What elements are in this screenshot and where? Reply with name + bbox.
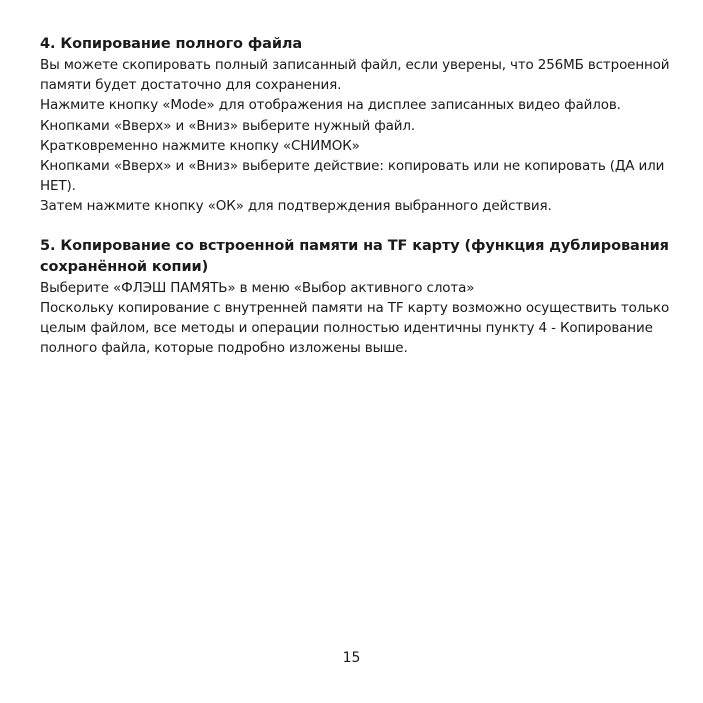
section-title: 4. Копирование полного файла	[40, 36, 303, 52]
paragraph: Затем нажмите кнопку «ОК» для подтверждения выбранного действия.	[40, 198, 552, 215]
paragraph: Выберите «ФЛЭШ ПАМЯТЬ» в меню «Выбор активного слота»	[40, 279, 475, 296]
page-number: 15	[342, 650, 361, 666]
paragraph: Поскольку копирование с внутренней памяти на TF карту возможно осуществить только целым файлом, все методы и операции полностью идентичны пункту 4 - Копирование полного файла, которые подробно изложены выше.	[40, 299, 670, 357]
section-title: 5. Копирование со встроенной памяти на TF карту (функция дублирования сохранённой копии)	[40, 237, 669, 275]
section-5	[40, 236, 670, 359]
paragraph: Кратковременно нажмите кнопку «СНИМОК»	[40, 137, 360, 154]
section-4	[40, 34, 670, 217]
section-spacer	[40, 217, 670, 236]
paragraph: Кнопками «Вверх» и «Вниз» выберите действие: копировать или не копировать (ДА или НЕТ).	[40, 158, 665, 195]
paragraph: Вы можете скопировать полный записанный файл, если уверены, что 256МБ встроенной памяти будет достаточно для сохранения.	[40, 57, 670, 94]
page-content	[40, 34, 670, 358]
paragraph: Кнопками «Вверх» и «Вниз» выберите нужный файл.	[40, 117, 416, 134]
paragraph: Нажмите кнопку «Mode» для отображения на дисплее записанных видео файлов.	[40, 97, 621, 114]
